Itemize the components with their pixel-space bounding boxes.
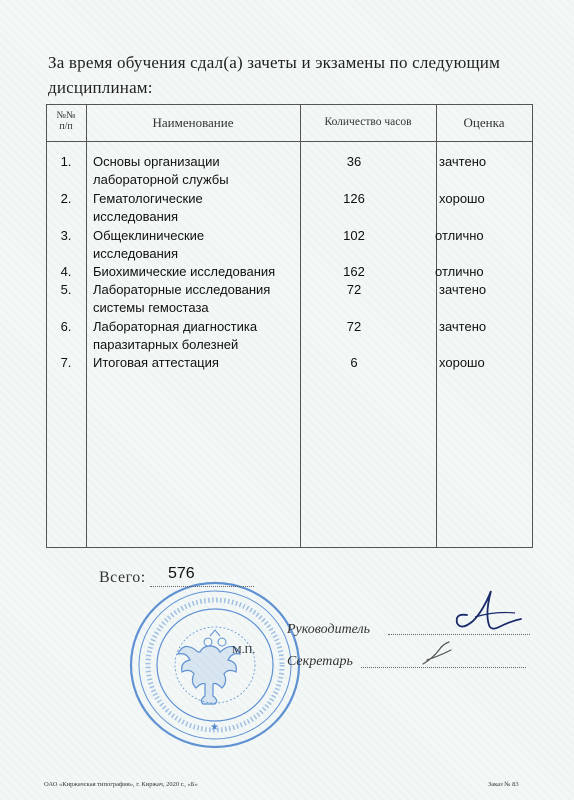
row-grade: отлично	[435, 228, 484, 243]
row-grade: зачтено	[439, 282, 487, 297]
row-discipline	[93, 281, 270, 317]
header-name: Наименование	[152, 115, 234, 130]
row-number: 6.	[60, 319, 72, 334]
row-hours: 72	[346, 319, 362, 334]
table-header-border	[46, 141, 533, 142]
row-discipline	[93, 354, 219, 372]
table-bottom-border	[46, 547, 533, 548]
column-divider-2	[300, 104, 301, 548]
total-hours-value: 576	[168, 565, 195, 582]
seal-label: М.П.	[232, 644, 256, 656]
row-grade: отлично	[435, 264, 484, 279]
head-signature-label: Руководитель	[287, 622, 371, 637]
total-label: Всего:	[99, 569, 146, 586]
total-underline	[150, 586, 254, 587]
row-discipline-line-1: Лабораторная диагностика	[93, 319, 258, 334]
column-divider-3	[436, 104, 437, 548]
head-handwritten-signature	[445, 585, 535, 635]
row-number: 5.	[60, 282, 72, 297]
secretary-handwritten-signature	[415, 640, 465, 670]
row-number: 7.	[60, 355, 72, 370]
disciplines-table	[46, 104, 533, 548]
row-discipline	[93, 263, 275, 281]
row-hours: 102	[343, 228, 365, 243]
header-number-line-1: №№	[56, 110, 76, 121]
row-grade: зачтено	[439, 154, 487, 169]
row-discipline-line-2: паразитарных болезней	[93, 337, 239, 352]
row-discipline-line-2: системы гемостаза	[93, 300, 209, 315]
header-grade: Оценка	[463, 115, 505, 130]
row-discipline-line-1: Гематологические	[93, 191, 203, 206]
heading-line-2: дисциплинам:	[48, 78, 153, 97]
row-grade: хорошо	[439, 355, 485, 370]
footer-printer-info: ОАО «Киржачская типография», г. Киржач, 2020 г., «Б»	[44, 781, 198, 788]
header-number-line-2: п/п	[59, 121, 73, 132]
page-heading	[48, 50, 548, 100]
table-top-border	[46, 104, 533, 105]
row-number: 2.	[60, 191, 72, 206]
row-grade: хорошо	[439, 191, 485, 206]
row-number: 4.	[60, 264, 72, 279]
row-discipline-line-2: исследования	[93, 209, 179, 224]
row-discipline	[93, 318, 257, 354]
row-discipline-line-1: Биохимические исследования	[93, 264, 276, 279]
row-discipline-line-1: Общеклинические	[93, 228, 205, 243]
header-hours: Количество часов	[324, 116, 412, 128]
row-hours: 126	[343, 191, 365, 206]
official-seal-stamp	[128, 580, 303, 750]
svg-text:★: ★	[210, 722, 219, 733]
row-discipline-line-1: Основы организации	[93, 154, 220, 169]
row-discipline-line-2: исследования	[93, 246, 179, 261]
row-number: 1.	[60, 154, 72, 169]
row-discipline-line-2: лабораторной службы	[93, 172, 229, 187]
row-discipline-line-1: Итоговая аттестация	[93, 355, 219, 370]
row-hours: 162	[343, 264, 365, 279]
column-divider-1	[86, 104, 87, 548]
header-number	[46, 110, 86, 132]
row-discipline	[93, 227, 204, 263]
footer-order-number: Заказ № 83	[488, 781, 519, 788]
row-number: 3.	[60, 228, 72, 243]
row-discipline-line-1: Лабораторные исследования	[93, 282, 271, 297]
row-discipline	[93, 153, 229, 189]
row-hours: 72	[346, 282, 362, 297]
secretary-signature-label: Секретарь	[287, 654, 353, 669]
row-hours: 36	[346, 154, 362, 169]
heading-line-1: За время обучения сдал(а) зачеты и экзамены по следующим	[48, 53, 501, 72]
row-grade: зачтено	[439, 319, 487, 334]
row-hours: 6	[350, 355, 358, 370]
table-right-border	[532, 104, 533, 548]
row-discipline	[93, 190, 203, 226]
